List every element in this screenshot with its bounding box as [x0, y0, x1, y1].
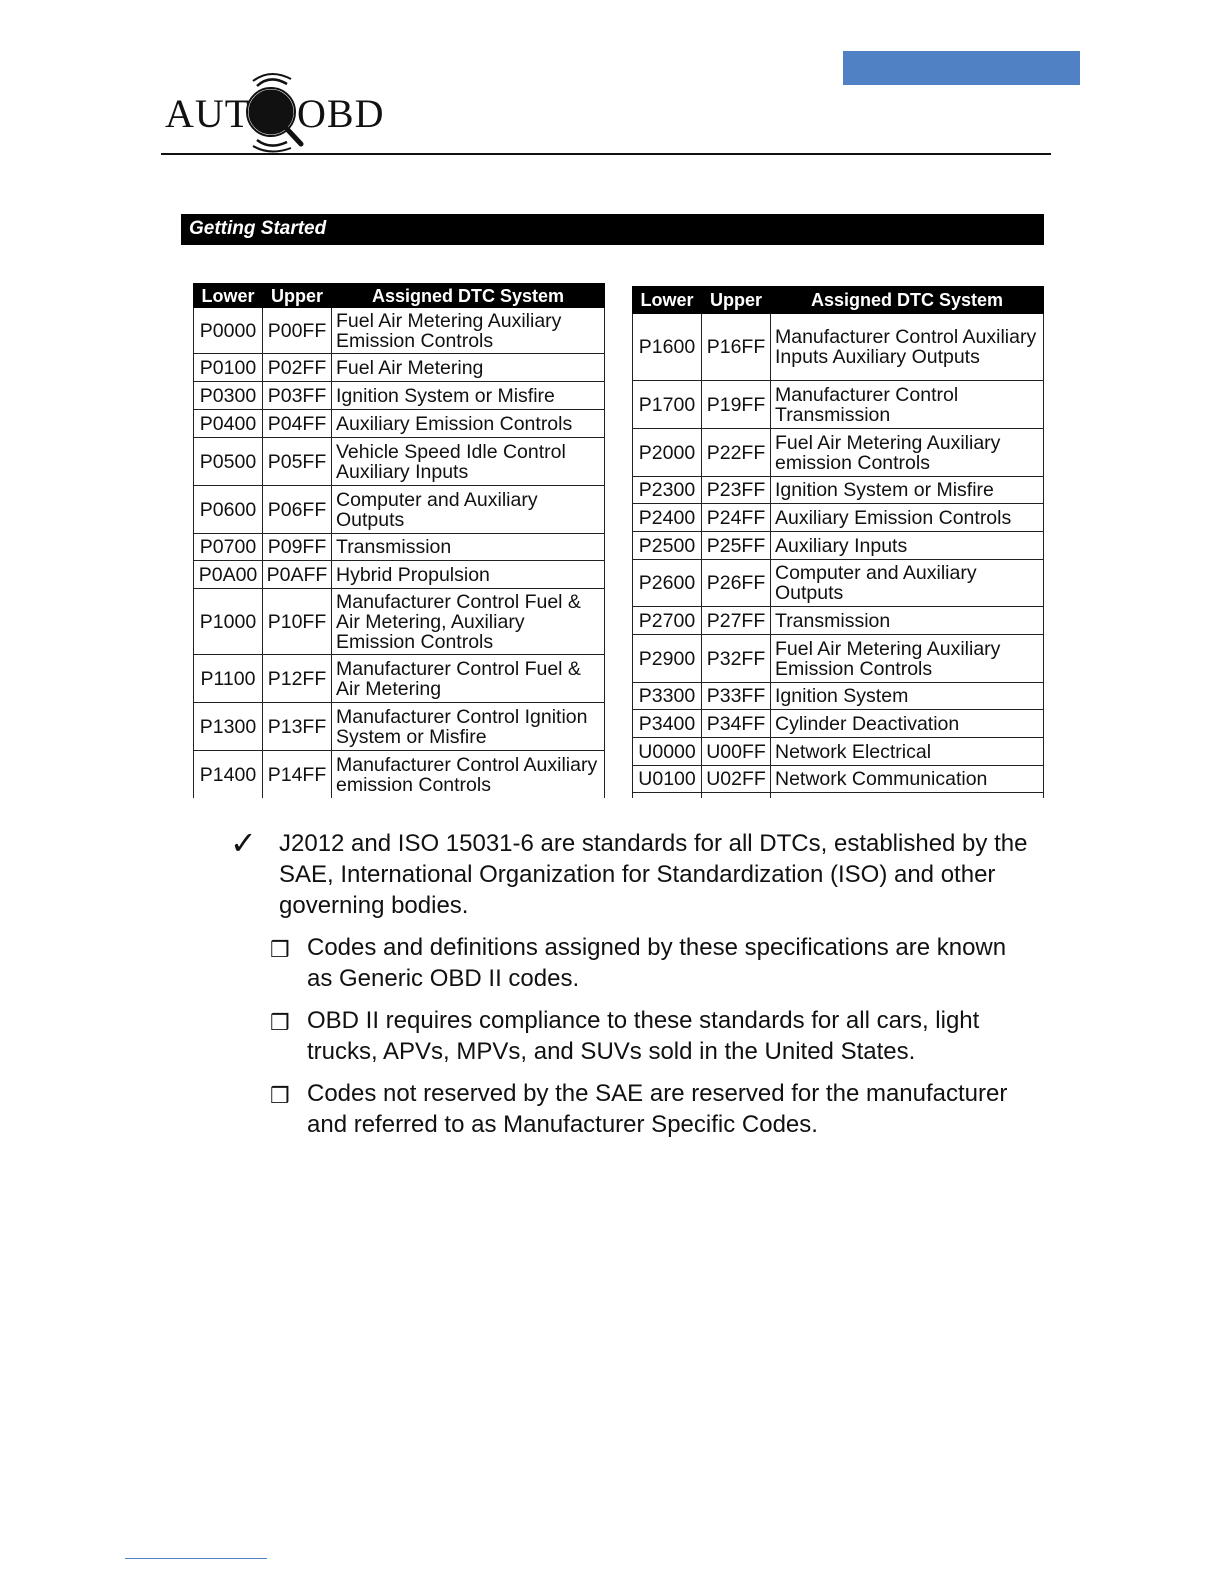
cell-system: Computer and Auxiliary Outputs [771, 560, 1044, 607]
cell-upper: P03FF [263, 382, 332, 410]
table-row [633, 738, 1044, 766]
table-row-cutoff [633, 793, 1044, 799]
col-upper: Upper [263, 284, 332, 308]
cell-lower: P0500 [194, 438, 263, 486]
cell-lower: P0A00 [194, 561, 263, 589]
cell-lower: P1600 [633, 314, 702, 381]
table-row [633, 429, 1044, 477]
cell-system: Fuel Air Metering Auxiliary Emission Controls [771, 635, 1044, 683]
cell-system: Ignition System or Misfire [771, 477, 1044, 504]
checkmark-icon: ✓ [230, 825, 257, 861]
table-row [194, 486, 605, 534]
table-row [633, 560, 1044, 607]
cell-upper: P04FF [263, 410, 332, 438]
table-row [194, 589, 605, 655]
cell-system: Transmission [771, 607, 1044, 635]
col-system: Assigned DTC System [771, 287, 1044, 314]
cell-lower: P0300 [194, 382, 263, 410]
cell-upper: P09FF [263, 534, 332, 561]
cell-upper: P26FF [702, 560, 771, 607]
cell-empty [633, 793, 702, 799]
table-row [633, 635, 1044, 683]
cell-system: Transmission [332, 534, 605, 561]
sub-note: ❒ OBD II requires compliance to these standards for all cars, light trucks, APVs, MPVs, and SUVs sold in the United States. [270, 1007, 980, 1065]
cell-upper: P33FF [702, 683, 771, 710]
table-row [194, 410, 605, 438]
cell-empty [702, 793, 771, 799]
col-lower: Lower [633, 287, 702, 314]
cell-upper: P14FF [263, 751, 332, 799]
cell-upper: P00FF [263, 308, 332, 354]
header-color-bar [843, 51, 1080, 85]
cell-lower: P2600 [633, 560, 702, 607]
table-row [194, 751, 605, 799]
table-row [194, 308, 605, 354]
table-row [633, 314, 1044, 381]
cell-lower: P0700 [194, 534, 263, 561]
table-row [633, 532, 1044, 560]
logo-text-right: OBD [297, 91, 385, 136]
cell-system: Network Electrical [771, 738, 1044, 766]
cell-lower: P2400 [633, 504, 702, 532]
sub-note: ❒ Codes not reserved by the SAE are reserved for the manufacturer and referred to as Manufacturer Specific Codes. [270, 1080, 1008, 1138]
cell-system: Manufacturer Control Fuel & Air Metering, Auxiliary Emission Controls [332, 589, 605, 655]
cell-lower: P2300 [633, 477, 702, 504]
cell-upper: P24FF [702, 504, 771, 532]
table-row [194, 655, 605, 703]
cell-system: Manufacturer Control Auxiliary Inputs Auxiliary Outputs [771, 314, 1044, 381]
cell-upper: U02FF [702, 766, 771, 793]
cell-upper: P10FF [263, 589, 332, 655]
cell-upper: P13FF [263, 703, 332, 751]
cell-lower: P0600 [194, 486, 263, 534]
cell-upper: P34FF [702, 710, 771, 738]
cell-system: Auxiliary Emission Controls [332, 410, 605, 438]
cell-system: Manufacturer Control Ignition System or Misfire [332, 703, 605, 751]
cell-lower: P2900 [633, 635, 702, 683]
col-upper: Upper [702, 287, 771, 314]
col-lower: Lower [194, 284, 263, 308]
autoobd-logo [165, 72, 385, 154]
sub-note: ❒ Codes and definitions assigned by these specifications are known as Generic OBD II codes. [270, 934, 1007, 992]
cell-system: Computer and Auxiliary Outputs [332, 486, 605, 534]
cell-lower: P1700 [633, 381, 702, 429]
logo-text-left: AUT [165, 91, 251, 136]
cell-upper: P12FF [263, 655, 332, 703]
cell-upper: P27FF [702, 607, 771, 635]
table-row [633, 710, 1044, 738]
box-bullet-icon: ❒ [270, 937, 290, 962]
cell-lower: P0100 [194, 354, 263, 382]
box-bullet-icon: ❒ [270, 1083, 290, 1108]
table-row [633, 381, 1044, 429]
cell-lower: P1000 [194, 589, 263, 655]
cell-lower: P2500 [633, 532, 702, 560]
cell-empty [771, 793, 1044, 799]
cell-system: Network Communication [771, 766, 1044, 793]
cell-system: Fuel Air Metering Auxiliary emission Controls [771, 429, 1044, 477]
cell-lower: P1100 [194, 655, 263, 703]
table-row [633, 607, 1044, 635]
header-divider [161, 153, 1051, 155]
cell-upper: P23FF [702, 477, 771, 504]
col-system: Assigned DTC System [332, 284, 605, 308]
main-note: J2012 and ISO 15031-6 are standards for all DTCs, established by the SAE, International Organization for Standardization (ISO) and other governing bodies. [279, 830, 1028, 919]
table-row [194, 382, 605, 410]
cell-lower: U0100 [633, 766, 702, 793]
cell-upper: P05FF [263, 438, 332, 486]
table-row [194, 703, 605, 751]
cell-system: Fuel Air Metering [332, 354, 605, 382]
table-row [194, 561, 605, 589]
table-row [194, 534, 605, 561]
table-row [194, 438, 605, 486]
cell-upper: U00FF [702, 738, 771, 766]
cell-system: Auxiliary Emission Controls [771, 504, 1044, 532]
table-row [633, 504, 1044, 532]
section-title: Getting Started [181, 214, 1044, 245]
cell-lower: P1300 [194, 703, 263, 751]
cell-system: Vehicle Speed Idle Control Auxiliary Inputs [332, 438, 605, 486]
cell-lower: U0000 [633, 738, 702, 766]
cell-upper: P25FF [702, 532, 771, 560]
cell-upper: P0AFF [263, 561, 332, 589]
cell-system: Auxiliary Inputs [771, 532, 1044, 560]
box-bullet-icon: ❒ [270, 1010, 290, 1035]
cell-upper: P02FF [263, 354, 332, 382]
cell-upper: P06FF [263, 486, 332, 534]
dtc-table-left [193, 283, 606, 798]
table-row [633, 477, 1044, 504]
cell-system: Manufacturer Control Transmission [771, 381, 1044, 429]
footer-line [125, 1558, 267, 1559]
cell-upper: P19FF [702, 381, 771, 429]
cell-lower: P3400 [633, 710, 702, 738]
cell-lower: P1400 [194, 751, 263, 799]
cell-upper: P16FF [702, 314, 771, 381]
cell-upper: P22FF [702, 429, 771, 477]
cell-system: Hybrid Propulsion [332, 561, 605, 589]
table-row [194, 354, 605, 382]
cell-lower: P0000 [194, 308, 263, 354]
cell-system: Fuel Air Metering Auxiliary Emission Controls [332, 308, 605, 354]
cell-system: Ignition System or Misfire [332, 382, 605, 410]
cell-lower: P2700 [633, 607, 702, 635]
notes [230, 825, 1030, 1140]
cell-lower: P3300 [633, 683, 702, 710]
cell-upper: P32FF [702, 635, 771, 683]
cell-system: Manufacturer Control Fuel & Air Metering [332, 655, 605, 703]
cell-system: Manufacturer Control Auxiliary emission Controls [332, 751, 605, 799]
table-row [633, 766, 1044, 793]
cell-lower: P2000 [633, 429, 702, 477]
table-row [633, 683, 1044, 710]
cell-system: Cylinder Deactivation [771, 710, 1044, 738]
dtc-table-right [632, 286, 1045, 798]
cell-lower: P0400 [194, 410, 263, 438]
cell-system: Ignition System [771, 683, 1044, 710]
